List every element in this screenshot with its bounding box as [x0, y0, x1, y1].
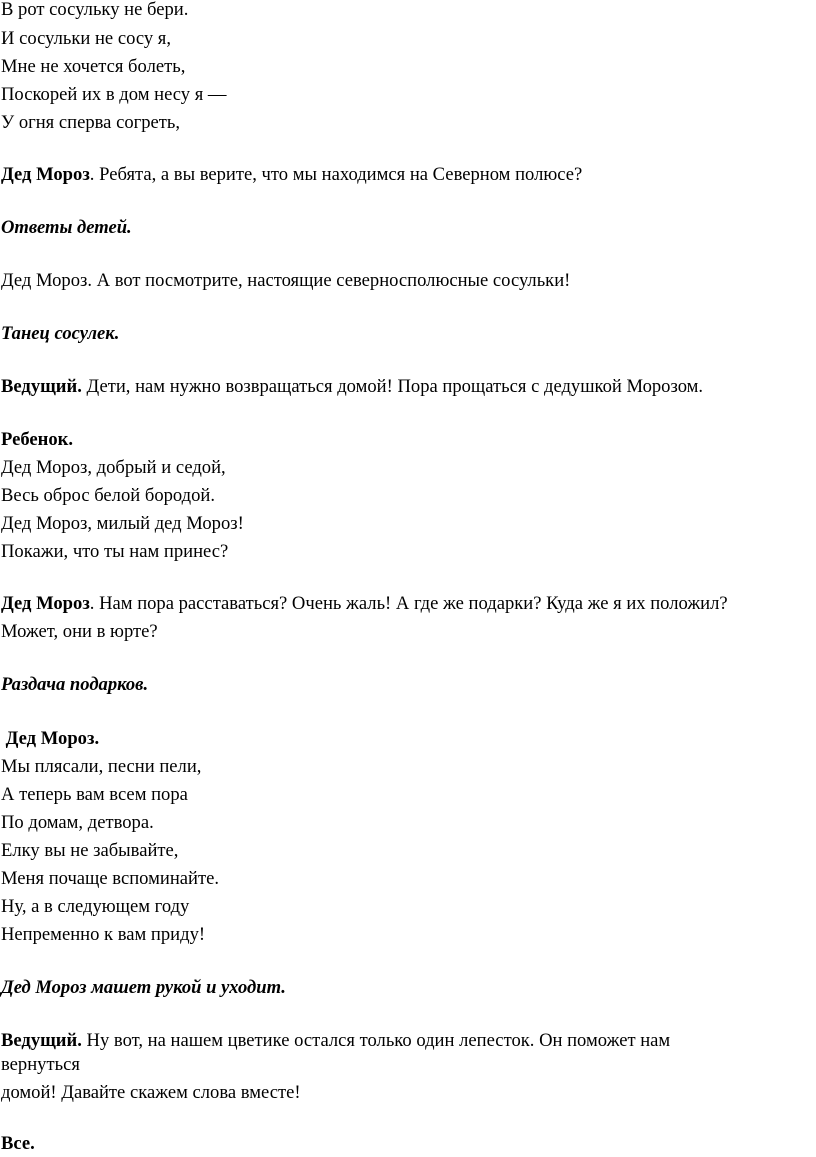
- dialogue-ded-moroz-3: [1, 591, 728, 617]
- speaker-name: Ребенок.: [1, 429, 74, 450]
- speaker-name: Ведущий.: [1, 376, 82, 397]
- dialogue-vedushchiy-2: [1, 1028, 670, 1054]
- poem-line: По домам, детвора.: [1, 812, 154, 833]
- dialogue-text: Ну вот, на нашем цветике остался только один лепесток. Он поможет нам: [81, 1030, 671, 1051]
- speaker-name: Дед Мороз: [1, 593, 90, 614]
- dialogue-text: . Нам пора расставаться? Очень жаль! А где же подарки? Куда же я их положил?: [89, 593, 728, 614]
- poem-line: Дед Мороз, милый дед Мороз!: [1, 513, 244, 534]
- poem-line: Мы плясали, песни пели,: [1, 756, 202, 777]
- dialogue-text: вернуться: [1, 1054, 80, 1075]
- dialogue-text: Дети, нам нужно возвращаться домой! Пора прощаться с дедушкой Морозом.: [81, 376, 704, 397]
- poem-line: А теперь вам всем пора: [1, 784, 188, 805]
- dialogue-text: . Ребята, а вы верите, что мы находимся на Северном полюсе?: [89, 164, 583, 185]
- poem-line: В рот сосульку не бери.: [1, 0, 189, 20]
- poem-line: Меня почаще вспоминайте.: [1, 868, 219, 889]
- dialogue-ded-moroz-1: [1, 162, 582, 188]
- poem-line: Непременно к вам приду!: [1, 924, 206, 945]
- stage-direction: Ответы детей.: [1, 217, 132, 238]
- poem-line: И сосульки не сосу я,: [1, 28, 171, 49]
- dialogue-vedushchiy-1: [1, 374, 703, 400]
- dialogue-text: домой! Давайте скажем слова вместе!: [1, 1082, 301, 1103]
- poem-line: Весь оброс белой бородой.: [1, 485, 216, 506]
- poem-line: Мне не хочется болеть,: [1, 56, 186, 77]
- stage-direction: Раздача подарков.: [1, 674, 149, 695]
- poem-line: Ну, а в следующем году: [1, 896, 190, 917]
- speaker-name: Ведущий.: [1, 1030, 82, 1051]
- dialogue-ded-moroz-2: Дед Мороз. А вот посмотрите, настоящие северносполюсные сосульки!: [1, 270, 571, 291]
- speaker-name: Дед Мороз: [1, 164, 90, 185]
- speaker-name: Дед Мороз.: [1, 728, 100, 749]
- stage-direction: Дед Мороз машет рукой и уходит.: [1, 977, 286, 998]
- dialogue-text: Может, они в юрте?: [1, 621, 158, 642]
- poem-line: Елку вы не забывайте,: [1, 840, 179, 861]
- stage-direction: Танец сосулек.: [1, 323, 120, 344]
- poem-line: Поскорей их в дом несу я —: [1, 84, 227, 105]
- poem-line: Дед Мороз, добрый и седой,: [1, 457, 226, 478]
- poem-line: У огня сперва согреть,: [1, 112, 181, 133]
- poem-line: Покажи, что ты нам принес?: [1, 541, 229, 562]
- speaker-name: Все.: [1, 1133, 35, 1154]
